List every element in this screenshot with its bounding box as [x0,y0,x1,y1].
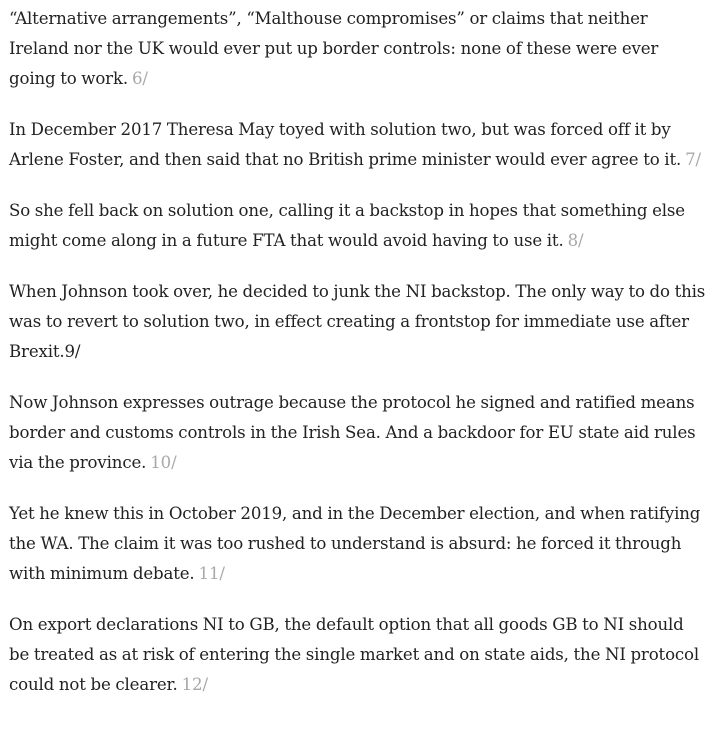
thread-number: 7/ [685,150,701,169]
thread-number: 6/ [132,69,148,88]
thread-body [9,4,707,721]
thread-number: 11/ [198,564,225,583]
thread-number: 8/ [567,231,584,250]
thread-paragraph-6 [9,4,707,94]
thread-paragraph-11 [9,499,707,589]
thread-number: 12/ [181,675,208,694]
thread-paragraph-9 [9,277,707,367]
paragraph-text: In December 2017 Theresa May toyed with solution two, but was forced off it by Arlene Foster, and then said that no British prime minister would ever agree to it. [9,120,682,169]
thread-paragraph-8 [9,196,707,256]
paragraph-text: Now Johnson expresses outrage because the protocol he signed and ratified means border and customs controls in the Irish Sea. And a backdoor for EU state aid rules via the province. [9,393,696,472]
thread-number: 10/ [150,453,177,472]
paragraph-text: “Alternative arrangements”, “Malthouse compromises” or claims that neither Ireland nor the UK would ever put up border controls: none of these were ever going to work. [9,9,659,88]
paragraph-text: When Johnson took over, he decided to junk the NI backstop. The only way to do this was to revert to solution two, in effect creating a frontstop for immediate use after Brexit.9/ [9,282,706,361]
paragraph-text: So she fell back on solution one, calling it a backstop in hopes that something else might come along in a future FTA that would avoid having to use it. [9,201,685,250]
thread-paragraph-12 [9,610,707,700]
thread-paragraph-10 [9,388,707,478]
paragraph-text: Yet he knew this in October 2019, and in the December election, and when ratifying the WA. The claim it was too rushed to understand is absurd: he forced it through with minimum debate. [9,504,701,583]
thread-paragraph-7 [9,115,707,175]
paragraph-text: On export declarations NI to GB, the default option that all goods GB to NI should be treated as at risk of entering the single market and on state aids, the NI protocol could not be clearer. [9,615,700,694]
